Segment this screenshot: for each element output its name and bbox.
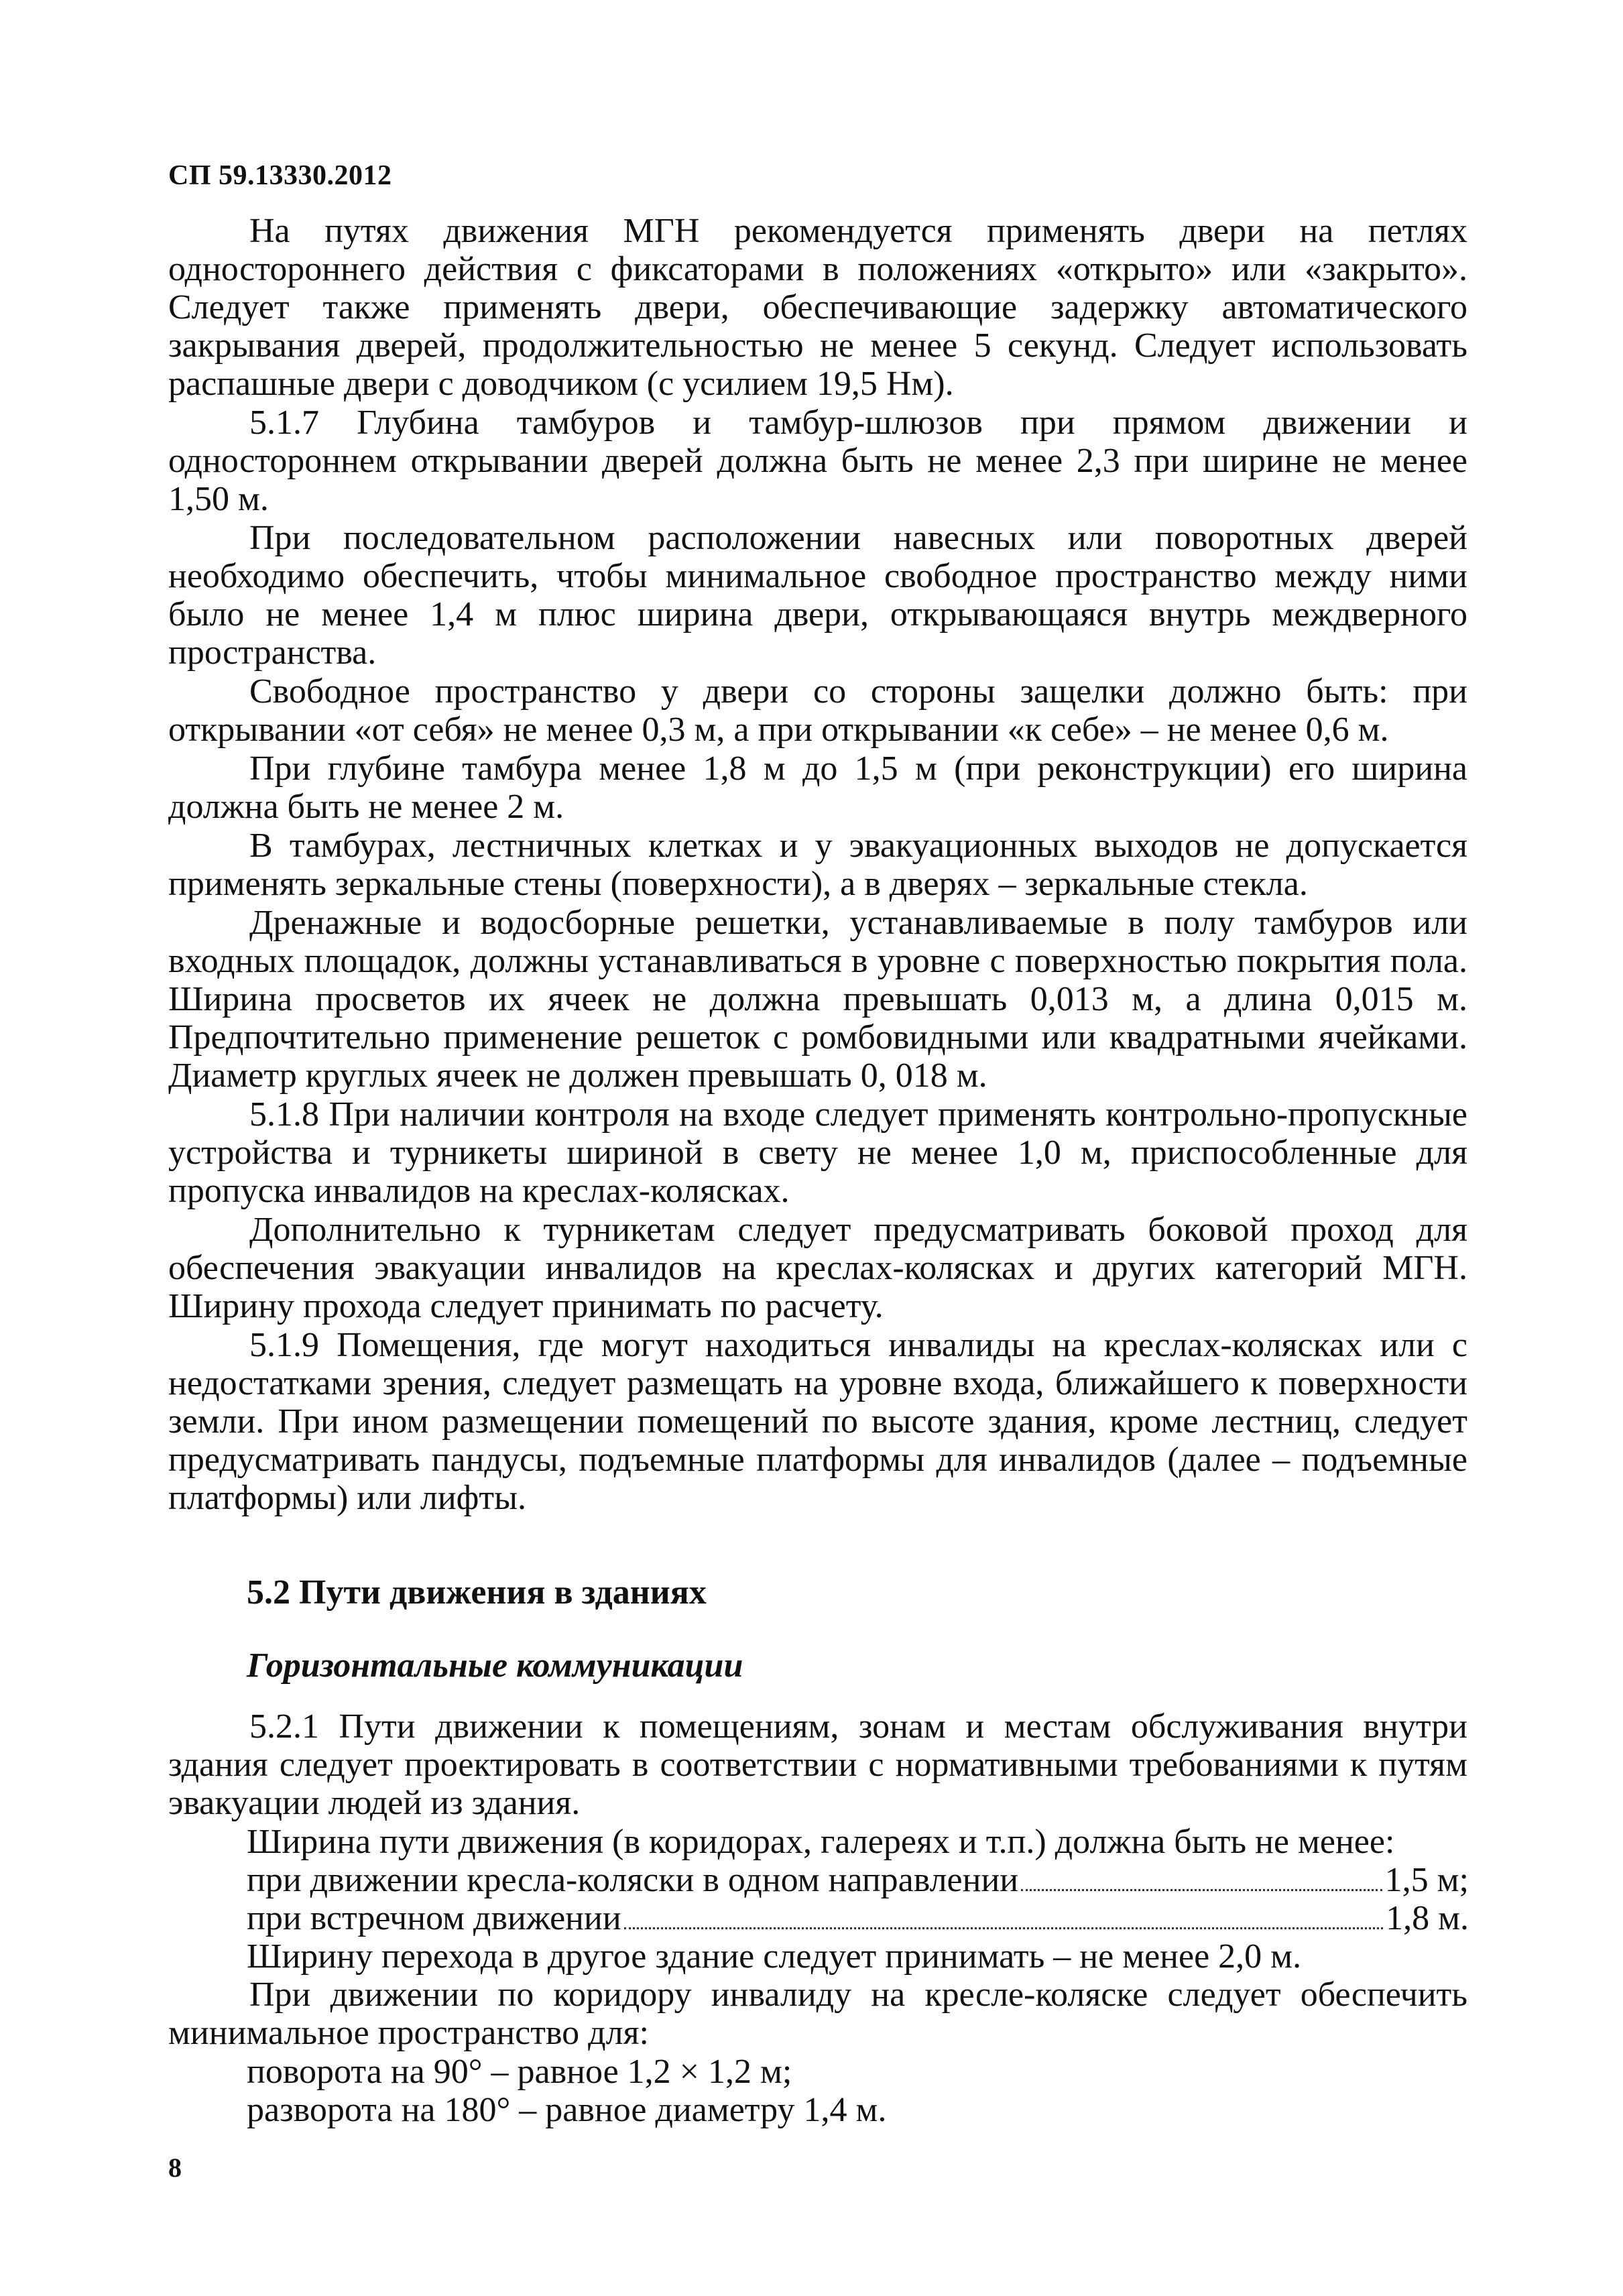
paragraph: Дренажные и водосборные решетки, устанавливаемые в полу тамбуров или входных площадок, должны устанавливаться в уровне с поверхностью покрытия пола. Ширина просветов их ячеек не должна превышать 0,013 м, а длина 0,015 м. Предпочтительно применение решеток с ромбовидными или квадратными ячейками. Диаметр круглых ячеек не должен превышать 0, 018 м. xyxy=(168,904,1467,1095)
leader-value: 1,8 м. xyxy=(1386,1899,1469,1937)
transition-text: Ширину перехода в другое здание следует принимать – не менее 2,0 м. xyxy=(247,1937,1302,1976)
paragraph: При последовательном расположении навесных или поворотных дверей необходимо обеспечить, чтобы минимальное свободное пространство между ними было не менее 1,4 м плюс ширина двери, открывающаяся внутрь междверного пространства. xyxy=(168,519,1467,672)
turn-item: разворота на 180° – равное диаметру 1,4 м. xyxy=(247,2091,887,2129)
turn-item: поворота на 90° – равное 1,2 × 1,2 м; xyxy=(247,2053,792,2091)
paragraph: В тамбурах, лестничных клетках и у эвакуационных выходов не допускается применять зеркальные стены (поверхности), а в дверях – зеркальные стекла. xyxy=(168,827,1467,903)
paragraph: 5.1.8 При наличии контроля на входе следует применять контрольно-пропускные устройства и турникеты шириной в свету не менее 1,0 м, приспособленные для пропуска инвалидов на креслах-колясках. xyxy=(168,1095,1467,1210)
section-heading: 5.2 Пути движения в зданиях xyxy=(247,1573,707,1612)
paragraph: 5.1.7 Глубина тамбуров и тамбур-шлюзов при прямом движении и одностороннем открывании дверей должна быть не менее 2,3 при ширине не менее 1,50 м. xyxy=(168,404,1467,518)
paragraph: При глубине тамбура менее 1,8 м до 1,5 м (при реконструкции) его ширина должна быть не менее 2 м. xyxy=(168,749,1467,826)
page-number: 8 xyxy=(168,2153,182,2183)
leader-row xyxy=(168,1861,1469,1899)
leader-label: при встречном движении xyxy=(247,1899,621,1937)
paragraph: На путях движения МГН рекомендуется применять двери на петлях одностороннего действия с фиксаторами в положениях «открыто» или «закрыто». Следует также применять двери, обеспечивающие задержку автоматического закрывания дверей, продолжительностью не менее 5 секунд. Следует использовать распашные двери с доводчиком (с усилием 19,5 Нм). xyxy=(168,212,1467,403)
paragraph: При движении по коридору инвалиду на кресле-коляске следует обеспечить минимальное пространство для: xyxy=(168,1976,1467,2052)
leader-dots xyxy=(624,1927,1383,1929)
paragraph: 5.2.1 Пути движении к помещениям, зонам и местам обслуживания внутри здания следует проектировать в соответствии с нормативными требованиями к путям эвакуации людей из здания. xyxy=(168,1707,1467,1822)
paragraph: Свободное пространство у двери со стороны защелки должно быть: при открывании «от себя» не менее 0,3 м, а при открывании «к себе» – не менее 0,6 м. xyxy=(168,672,1467,749)
leader-value: 1,5 м; xyxy=(1384,1861,1469,1899)
document-body xyxy=(168,212,1467,2129)
width-intro: Ширина пути движения (в коридорах, галереях и т.п.) должна быть не менее: xyxy=(247,1823,1395,1861)
subsection-heading: Горизонтальные коммуникации xyxy=(247,1646,743,1685)
paragraph: 5.1.9 Помещения, где могут находиться инвалиды на креслах-колясках или с недостатками зрения, следует размещать на уровне входа, ближайшего к поверхности земли. При ином размещении помещений по высоте здания, кроме лестниц, следует предусматривать пандусы, подъемные платформы для инвалидов (далее – подъемные платформы) или лифты. xyxy=(168,1326,1467,1517)
leader-dots xyxy=(1021,1889,1382,1891)
leader-row xyxy=(168,1899,1469,1937)
paragraph: Дополнительно к турникетам следует предусматривать боковой проход для обеспечения эвакуации инвалидов на креслах-колясках и других категорий МГН. Ширину прохода следует принимать по расчету. xyxy=(168,1211,1467,1325)
document-code: СП 59.13330.2012 xyxy=(168,160,392,191)
leader-label: при движении кресла-коляски в одном направлении xyxy=(247,1861,1019,1899)
